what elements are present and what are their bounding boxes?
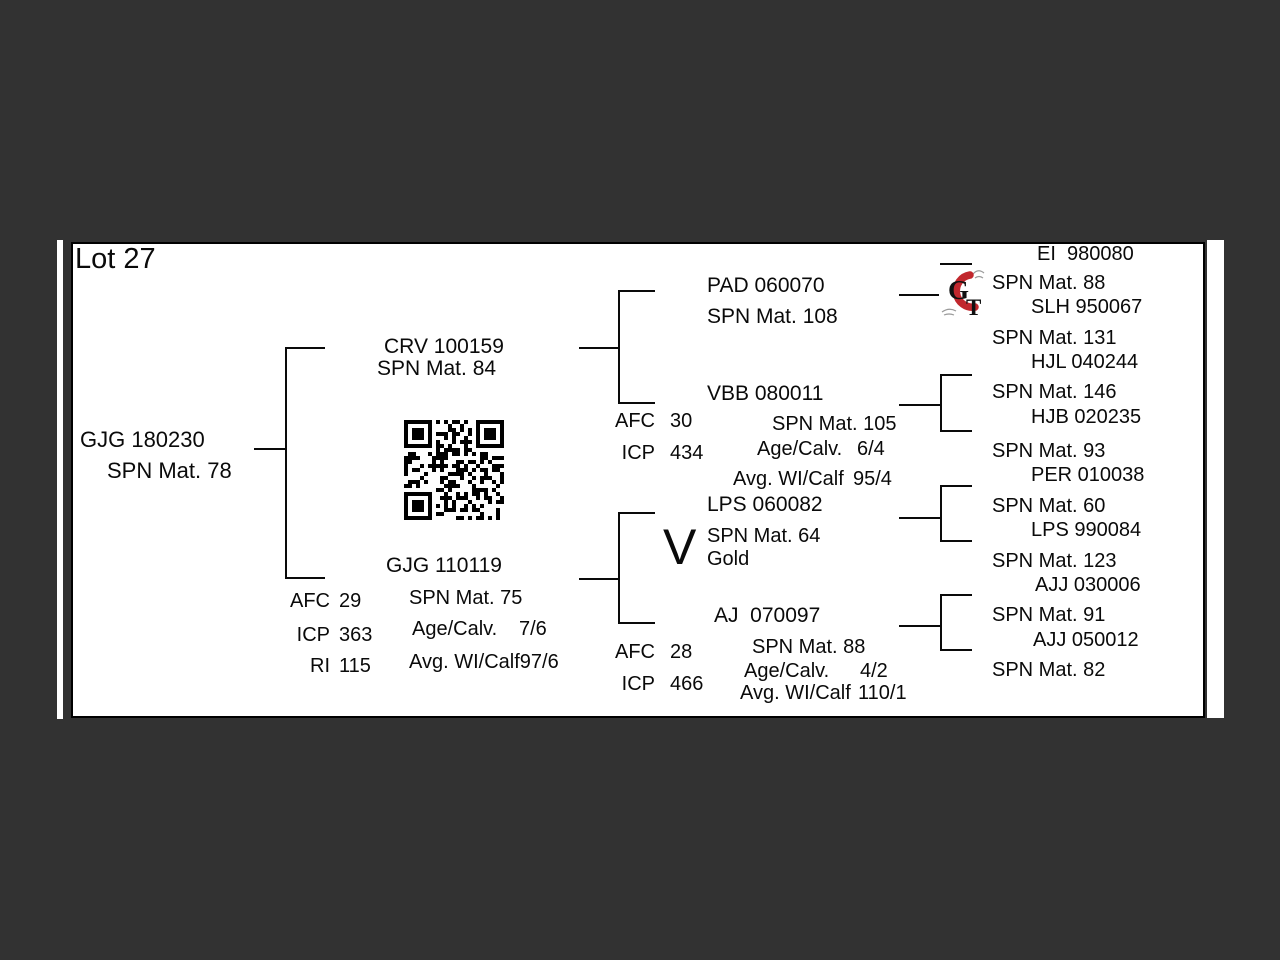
- sire-id: CRV 100159: [384, 335, 504, 358]
- sire-icp-label: ICP: [621, 442, 655, 464]
- maternal-grandsire-note: Gold: [707, 548, 750, 570]
- page-edge-left: [57, 240, 63, 719]
- sire-icp-value: 434: [670, 442, 704, 464]
- subject-id: GJG 180230: [80, 427, 205, 452]
- logo-letter-g: G: [948, 275, 970, 305]
- maternal-granddam-agecalv-label: Age/Calv.: [744, 660, 830, 682]
- qr-code: [404, 420, 504, 520]
- logo-horn-sketch: [942, 309, 956, 315]
- brand-logo: [939, 265, 989, 321]
- paternal-granddam-spn: SPN Mat. 105: [772, 413, 897, 435]
- paternal-granddam-agecalv-label: Age/Calv.: [757, 438, 843, 460]
- pedigree-line: [618, 622, 655, 624]
- sire-afc-value: 30: [670, 410, 693, 432]
- gg6-id: LPS 990084: [1031, 519, 1142, 541]
- pedigree-line: [940, 374, 942, 432]
- gg6-spn: SPN Mat. 123: [992, 550, 1117, 572]
- paternal-granddam-id: VBB 080011: [707, 382, 824, 405]
- paternal-granddam-avgwi-value: 95/4: [853, 468, 892, 490]
- gg4-id: HJB 020235: [1031, 406, 1142, 428]
- dam-icp-label: ICP: [296, 624, 330, 646]
- subject-spn: SPN Mat. 78: [107, 458, 232, 483]
- gg4-spn: SPN Mat. 93: [992, 440, 1106, 462]
- pedigree-line: [940, 430, 972, 432]
- dam-icp-value: 363: [339, 624, 373, 646]
- gg3-spn: SPN Mat. 146: [992, 381, 1117, 403]
- gg7-id: AJJ 030006: [1035, 574, 1141, 596]
- dam-avgwi: [409, 652, 559, 674]
- dam2-icp-value: 466: [670, 673, 704, 695]
- maternal-granddam-avgwi-value: 110/1: [858, 682, 907, 704]
- gg1-id: EI 980080: [1037, 243, 1134, 265]
- gg3-id: HJL 040244: [1031, 351, 1139, 373]
- pedigree-line: [899, 625, 942, 627]
- dam-afc-value: 29: [339, 590, 362, 612]
- dam2-afc-label: AFC: [615, 641, 655, 663]
- pedigree-line: [940, 485, 972, 487]
- gg8-id: AJJ 050012: [1033, 629, 1139, 651]
- dam-avgwi-value: 97/6: [519, 651, 559, 673]
- pedigree-line: [618, 290, 655, 292]
- maternal-granddam-spn: SPN Mat. 88: [752, 636, 866, 658]
- pedigree-line: [940, 374, 972, 376]
- pedigree-line: [940, 594, 942, 651]
- pedigree-line: [285, 347, 325, 349]
- dam-ri-label: RI: [310, 655, 330, 677]
- gg5-id: PER 010038: [1031, 464, 1145, 486]
- pedigree-line: [618, 402, 655, 404]
- gg1-spn: SPN Mat. 88: [992, 272, 1106, 294]
- sire-afc-label: AFC: [615, 410, 655, 432]
- pedigree-line: [899, 294, 942, 296]
- dam-agecalv-label: Age/Calv.: [412, 618, 498, 640]
- dam-afc-label: AFC: [290, 590, 330, 612]
- sire-spn: SPN Mat. 84: [377, 357, 497, 380]
- paternal-grandsire-spn: SPN Mat. 108: [707, 305, 838, 328]
- gg8-spn: SPN Mat. 82: [992, 659, 1106, 681]
- pedigree-line: [579, 347, 620, 349]
- pedigree-line: [899, 404, 942, 406]
- maternal-granddam-avgwi-label: Avg. WI/Calf: [740, 682, 851, 704]
- gg2-id: SLH 950067: [1031, 296, 1143, 318]
- pedigree-line: [579, 578, 620, 580]
- pedigree-line: [899, 517, 942, 519]
- pedigree-line: [285, 577, 325, 579]
- maternal-granddam-id: AJ 070097: [714, 604, 821, 627]
- pedigree-line: [940, 540, 972, 542]
- dam-ri-value: 115: [339, 655, 371, 677]
- logo-horn-sketch: [973, 271, 984, 278]
- lot-title: Lot 27: [75, 243, 156, 275]
- page-edge-right: [1207, 240, 1224, 718]
- catalog-page: [71, 242, 1205, 718]
- brand-v-mark: V: [663, 519, 697, 575]
- paternal-grandsire-id: PAD 060070: [707, 274, 825, 297]
- maternal-grandsire-spn: SPN Mat. 64: [707, 525, 821, 547]
- maternal-granddam-agecalv-value: 4/2: [860, 660, 888, 682]
- gg7-spn: SPN Mat. 91: [992, 604, 1106, 626]
- paternal-granddam-avgwi-label: Avg. WI/Calf: [733, 468, 844, 490]
- dam-avgwi-label: Avg. WI/Calf: [409, 651, 520, 673]
- dam2-icp-label: ICP: [621, 673, 655, 695]
- dam2-afc-value: 28: [670, 641, 693, 663]
- pedigree-line: [618, 290, 620, 404]
- gg2-spn: SPN Mat. 131: [992, 327, 1117, 349]
- dam-agecalv-value: 7/6: [519, 618, 547, 640]
- pedigree-line: [254, 448, 285, 450]
- maternal-grandsire-id: LPS 060082: [707, 493, 823, 516]
- pedigree-line: [940, 485, 942, 542]
- pedigree-line: [940, 649, 972, 651]
- pedigree-line: [618, 512, 655, 514]
- dam-spn: SPN Mat. 75: [409, 587, 523, 609]
- pedigree-line: [940, 594, 972, 596]
- logo-letter-t: T: [966, 295, 982, 320]
- pedigree-line: [285, 347, 287, 579]
- dam-id: GJG 110119: [386, 554, 502, 577]
- paternal-granddam-agecalv-value: 6/4: [857, 438, 885, 460]
- pedigree-line: [618, 512, 620, 624]
- gg5-spn: SPN Mat. 60: [992, 495, 1106, 517]
